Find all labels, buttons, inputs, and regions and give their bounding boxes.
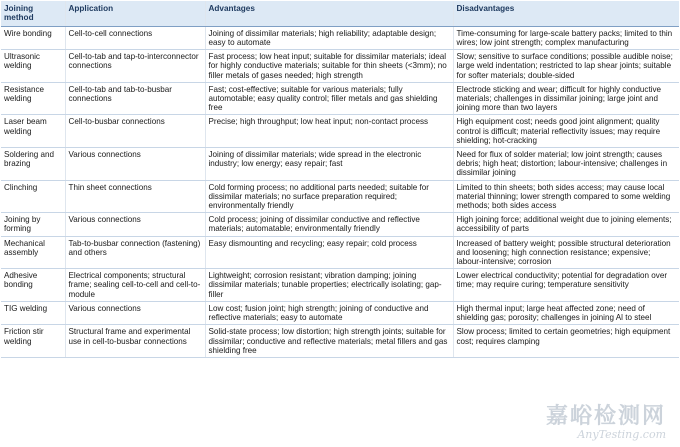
cell-application: Various connections bbox=[65, 148, 205, 181]
cell-method: Laser beam welding bbox=[1, 115, 65, 148]
cell-application: Cell-to-tab and tab-to-busbar connections bbox=[65, 82, 205, 115]
header-disadvantages: Disadvantages bbox=[453, 1, 679, 26]
cell-advantages: Cold process; joining of dissimilar conductive and reflective materials; automatable; environmentally friendly bbox=[205, 213, 453, 236]
cell-advantages: Solid-state process; low distortion; high strength joints; suitable for dissimilar; conductive and reflective materials; metal fillers and gas shielding free bbox=[205, 325, 453, 358]
cell-disadvantages: Electrode sticking and wear; difficult for highly conductive materials; challenges in dissimilar joining; large joint and joining more than two layers bbox=[453, 82, 679, 115]
cell-advantages: Lightweight; corrosion resistant; vibration damping; joining dissimilar materials; tunable properties; electrically isolating; gap-filler bbox=[205, 269, 453, 302]
cell-method: Mechanical assembly bbox=[1, 236, 65, 269]
cell-application: Thin sheet connections bbox=[65, 180, 205, 213]
table-row bbox=[1, 50, 679, 83]
cell-disadvantages: Time-consuming for large-scale battery packs; limited to thin wires; low joint strength; complex manufacturing bbox=[453, 26, 679, 49]
cell-application: Electrical components; structural frame; sealing cell-to-cell and cell-to-module bbox=[65, 269, 205, 302]
cell-method: Ultrasonic welding bbox=[1, 50, 65, 83]
cell-advantages: Fast process; low heat input; suitable for dissimilar materials; ideal for highly conductive materials; suitable for thin sheets (<3mm); no filler metals of gases needed; high strength bbox=[205, 50, 453, 83]
cell-advantages: Joining of dissimilar materials; high reliability; adaptable design; easy to automate bbox=[205, 26, 453, 49]
cell-advantages: Cold forming process; no additional parts needed; suitable for dissimilar materials; no surface preparation required; environmentally friendly bbox=[205, 180, 453, 213]
cell-disadvantages: High equipment cost; needs good joint alignment; quality control is difficult; material reflectivity issues; may require shielding; hot-cracking bbox=[453, 115, 679, 148]
cell-advantages: Low cost; fusion joint; high strength; joining of conductive and reflective materials; easy to automate bbox=[205, 301, 453, 324]
table-row bbox=[1, 213, 679, 236]
table-body bbox=[1, 26, 679, 357]
cell-disadvantages: Need for flux of solder material; low joint strength; causes debris; high heat; distortion; labour-intensive; challenges in dissimilar joining bbox=[453, 148, 679, 181]
table-row bbox=[1, 26, 679, 49]
cell-method: Clinching bbox=[1, 180, 65, 213]
joining-methods-table bbox=[1, 1, 679, 358]
cell-disadvantages: High joining force; additional weight due to joining elements; accessibility of parts bbox=[453, 213, 679, 236]
cell-method: Joining by forming bbox=[1, 213, 65, 236]
cell-advantages: Fast; cost-effective; suitable for various materials; fully automotable; easy quality control; filler metals and gas shielding free bbox=[205, 82, 453, 115]
cell-application: Cell-to-busbar connections bbox=[65, 115, 205, 148]
cell-method: Resistance welding bbox=[1, 82, 65, 115]
cell-advantages: Joining of dissimilar materials; wide spread in the electronic industry; low energy; easy repair; fast bbox=[205, 148, 453, 181]
cell-application: Various connections bbox=[65, 213, 205, 236]
table-row bbox=[1, 301, 679, 324]
watermark-sub: AnyTesting.com bbox=[577, 428, 666, 441]
header-advantages: Advantages bbox=[205, 1, 453, 26]
cell-disadvantages: Lower electrical conductivity; potential for degradation over time; may require curing; temperature sensitivity bbox=[453, 269, 679, 302]
cell-application: Structural frame and experimental use in cell-to-busbar connections bbox=[65, 325, 205, 358]
cell-disadvantages: Limited to thin sheets; both sides access; may cause local material thinning; lower strength compared to some welding methods; both sides access bbox=[453, 180, 679, 213]
cell-disadvantages: Slow; sensitive to surface conditions; possible audible noise; large weld indentation; restricted to lap shear joints; suitable for softer materials; double-sided bbox=[453, 50, 679, 83]
cell-method: TIG welding bbox=[1, 301, 65, 324]
table-row bbox=[1, 236, 679, 269]
cell-disadvantages: Increased of battery weight; possible structural deterioration and loosening; high connection resistance; expensive; labour-intensive; corrosion bbox=[453, 236, 679, 269]
cell-disadvantages: High thermal input; large heat affected zone; need of shielding gas; porosity; challenges in joining Al to steel bbox=[453, 301, 679, 324]
cell-method: Wire bonding bbox=[1, 26, 65, 49]
cell-disadvantages: Slow process; limited to certain geometries; high equipment cost; requires clamping bbox=[453, 325, 679, 358]
header-application: Application bbox=[65, 1, 205, 26]
cell-method: Adhesive bonding bbox=[1, 269, 65, 302]
table-row bbox=[1, 115, 679, 148]
cell-application: Cell-to-tab and tap-to-interconnector connections bbox=[65, 50, 205, 83]
table-row bbox=[1, 82, 679, 115]
cell-application: Tab-to-busbar connection (fastening) and others bbox=[65, 236, 205, 269]
table-row bbox=[1, 325, 679, 358]
cell-application: Various connections bbox=[65, 301, 205, 324]
header-row bbox=[1, 1, 679, 26]
watermark-main: 嘉峪检测网 bbox=[545, 404, 666, 429]
cell-method: Friction stir welding bbox=[1, 325, 65, 358]
cell-advantages: Easy dismounting and recycling; easy repair; cold process bbox=[205, 236, 453, 269]
cell-advantages: Precise; high throughput; low heat input; non-contact process bbox=[205, 115, 453, 148]
table-row bbox=[1, 269, 679, 302]
table-row bbox=[1, 180, 679, 213]
cell-application: Cell-to-cell connections bbox=[65, 26, 205, 49]
table-header bbox=[1, 1, 679, 26]
table-row bbox=[1, 148, 679, 181]
watermark bbox=[546, 399, 666, 441]
cell-method: Soldering and brazing bbox=[1, 148, 65, 181]
header-joining-method: Joining method bbox=[1, 1, 65, 26]
